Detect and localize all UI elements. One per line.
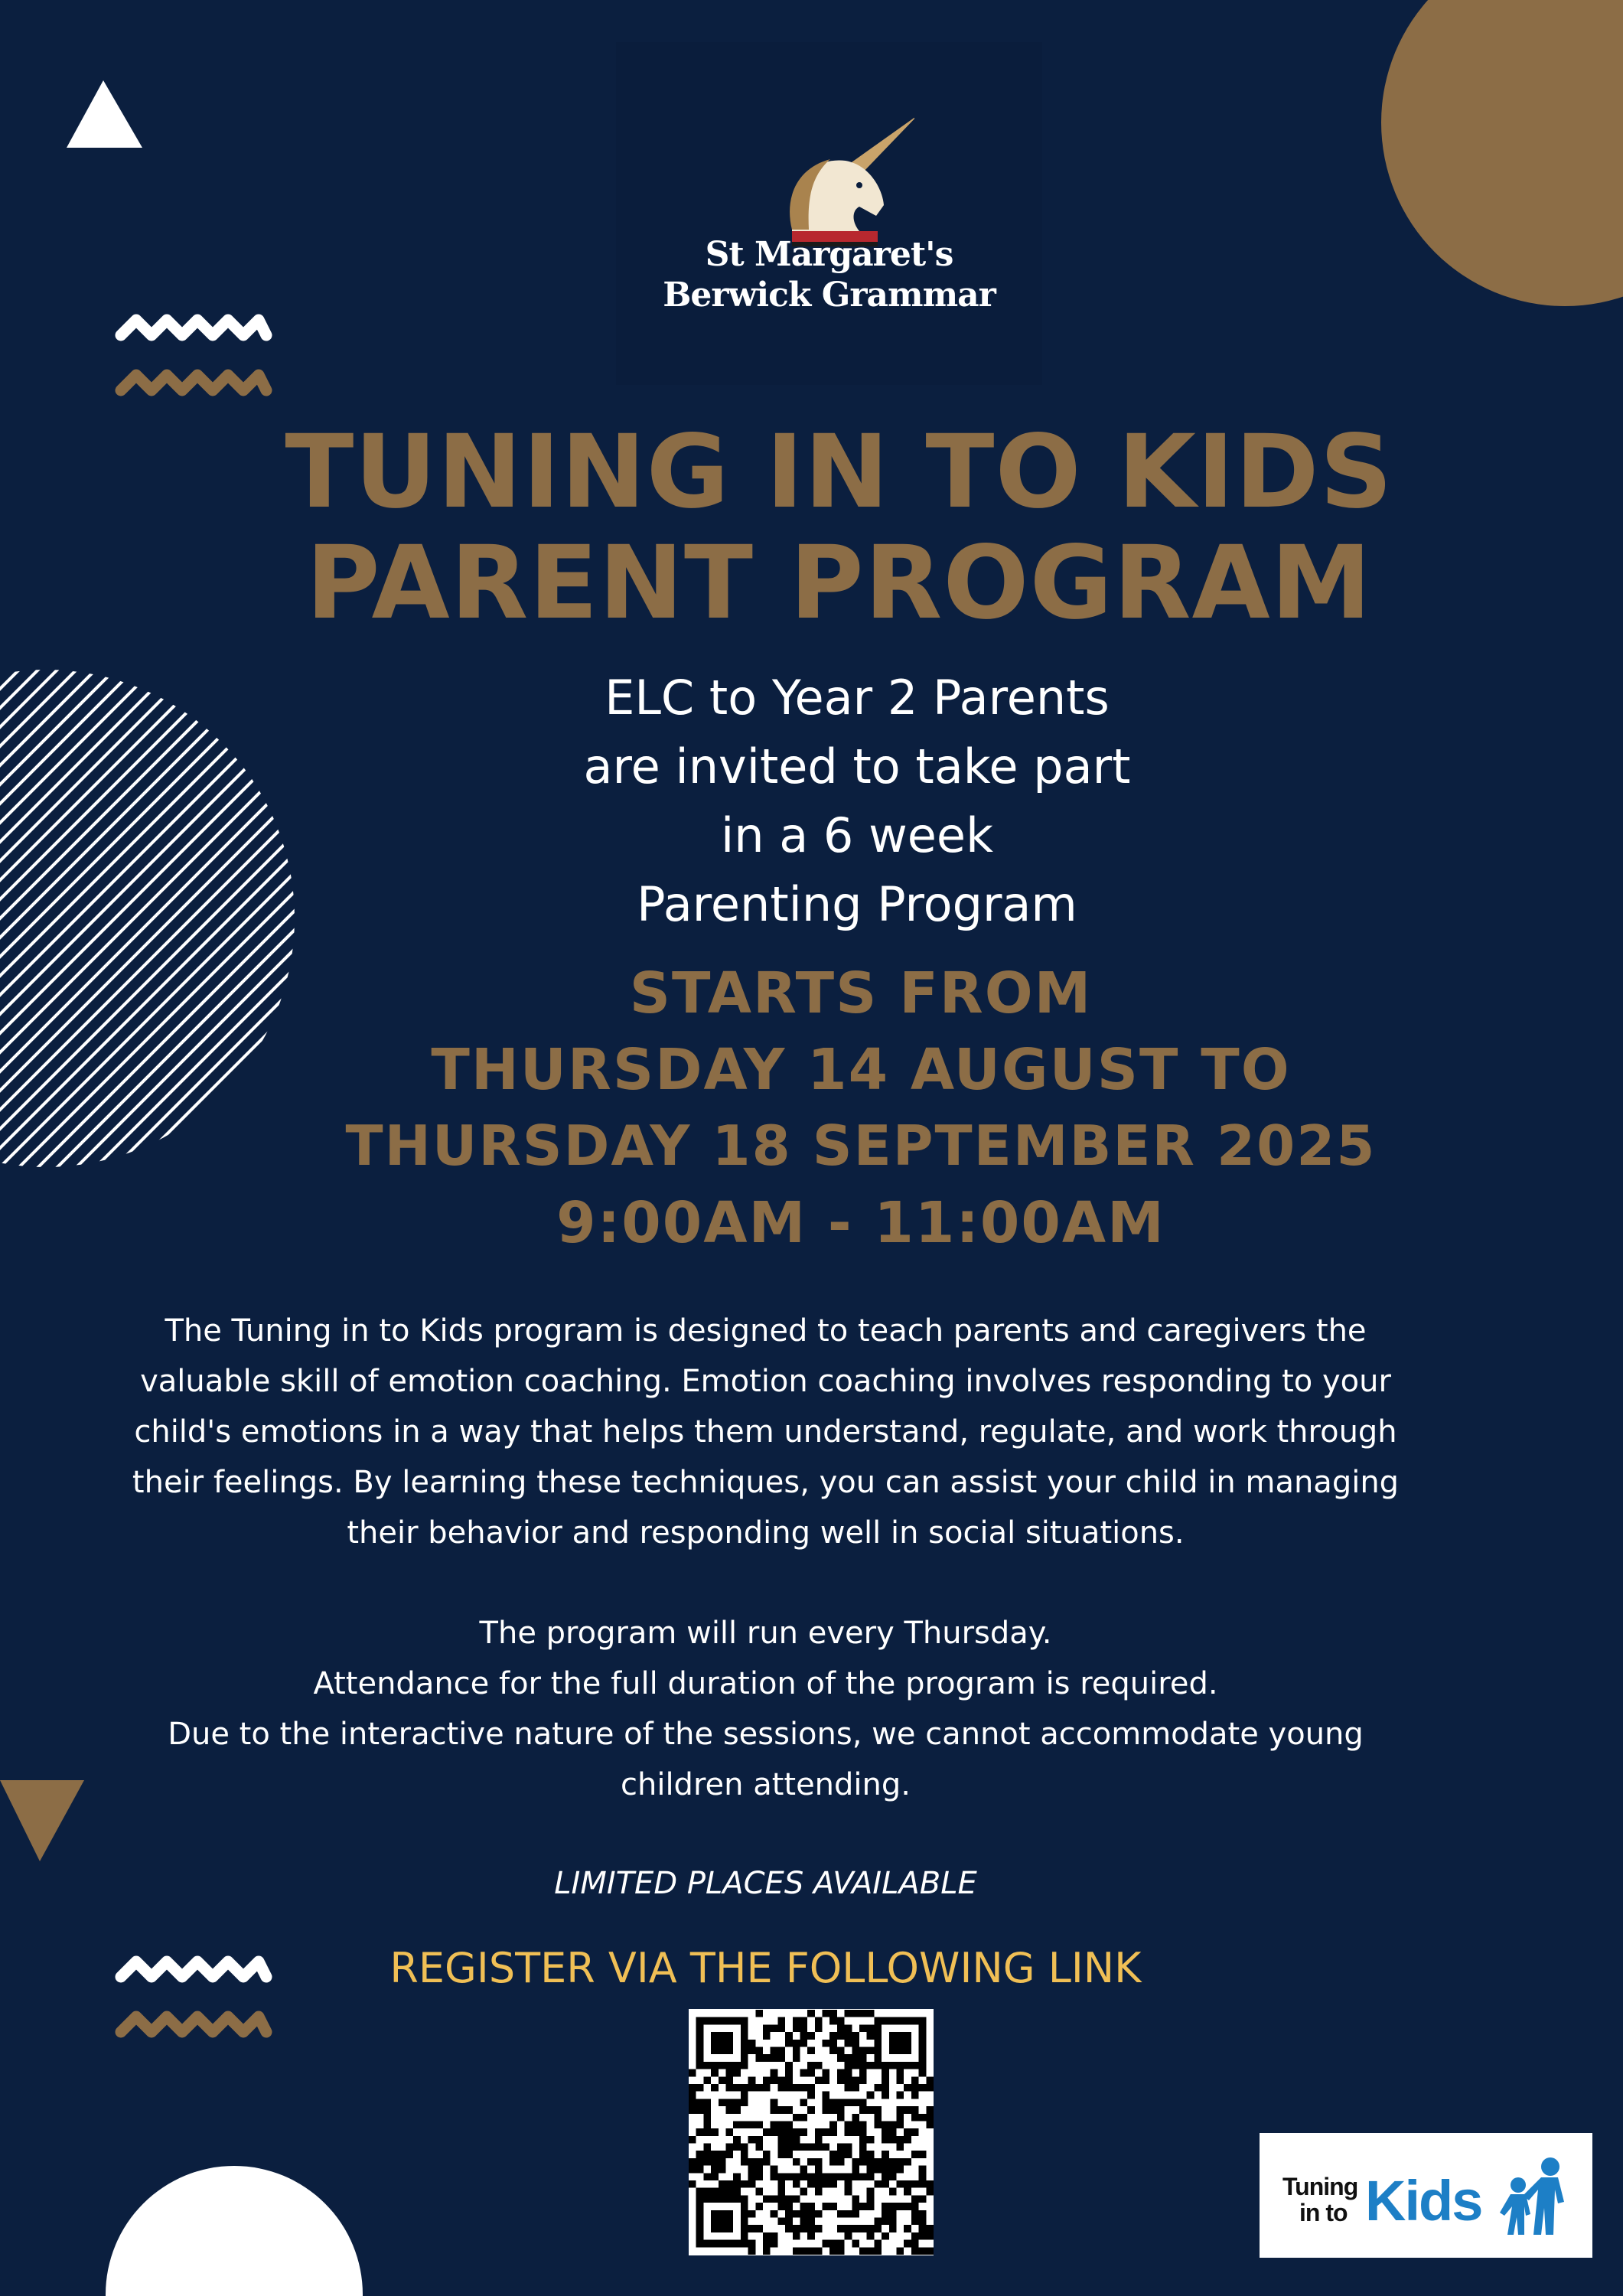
logo-word-kids: Kids <box>1365 2169 1482 2232</box>
page-title-line2: PARENT PROGRAM <box>305 524 1373 642</box>
schedule-line3: THURSDAY 18 SEPTEMBER 2025 <box>345 1114 1377 1178</box>
logo-word-tuning: Tuning <box>1282 2173 1358 2200</box>
details-line3: Due to the interactive nature of the sessions, we cannot accommodate young <box>168 1717 1364 1752</box>
invite-line1: ELC to Year 2 Parents <box>605 670 1110 726</box>
invite-line3: in a 6 week <box>721 807 993 863</box>
qr-code-icon <box>689 2009 934 2255</box>
school-name-line2: Berwick Grammar <box>663 276 996 315</box>
invite-line4: Parenting Program <box>637 876 1077 932</box>
qr-finder-pattern <box>711 2032 733 2054</box>
details-line2: Attendance for the full duration of the program is required. <box>313 1666 1218 1701</box>
qr-finder-pattern <box>889 2032 911 2054</box>
school-name-line1: St Margaret's <box>705 235 953 274</box>
zigzag-white-top <box>121 320 266 335</box>
page-title-line1: TUNING IN TO KIDS <box>285 413 1393 531</box>
schedule-line2: THURSDAY 14 AUGUST TO <box>431 1037 1291 1103</box>
school-logo <box>616 42 1042 385</box>
description-line4: their feelings. By learning these techniques, you can assist your child in managing <box>132 1465 1400 1500</box>
qr-finder-pattern <box>711 2210 733 2232</box>
register-link-text: REGISTER VIA THE FOLLOWING LINK <box>389 1944 1142 1992</box>
description-line2: valuable skill of emotion coaching. Emotion coaching involves responding to your <box>140 1364 1391 1399</box>
details-line4: children attending. <box>620 1767 911 1802</box>
description-line3: child's emotions in a way that helps them understand, regulate, and work through <box>134 1414 1397 1450</box>
invite-line2: are invited to take part <box>583 739 1131 794</box>
qr-code[interactable] <box>689 2009 934 2255</box>
zigzag-gold-bottom <box>121 2017 266 2032</box>
circle-shape-gold <box>1381 0 1623 306</box>
logo-word-in-to: in to <box>1299 2199 1348 2226</box>
description-line5: their behavior and responding well in social situations. <box>347 1515 1185 1551</box>
details-line1: The program will run every Thursday. <box>479 1616 1052 1651</box>
description-line1: The Tuning in to Kids program is designed to teach parents and caregivers the <box>165 1313 1367 1349</box>
triangle-shape <box>67 80 142 148</box>
zigzag-gold-top <box>121 375 266 390</box>
tuning-in-to-kids-logo <box>1260 2133 1592 2258</box>
limited-places-text: LIMITED PLACES AVAILABLE <box>554 1866 977 1901</box>
two-figures-icon <box>1488 2154 1572 2239</box>
circle-shape-white <box>106 2166 363 2296</box>
schedule-line4: 9:00AM - 11:00AM <box>556 1190 1165 1256</box>
schedule-line1: STARTS FROM <box>629 960 1093 1026</box>
